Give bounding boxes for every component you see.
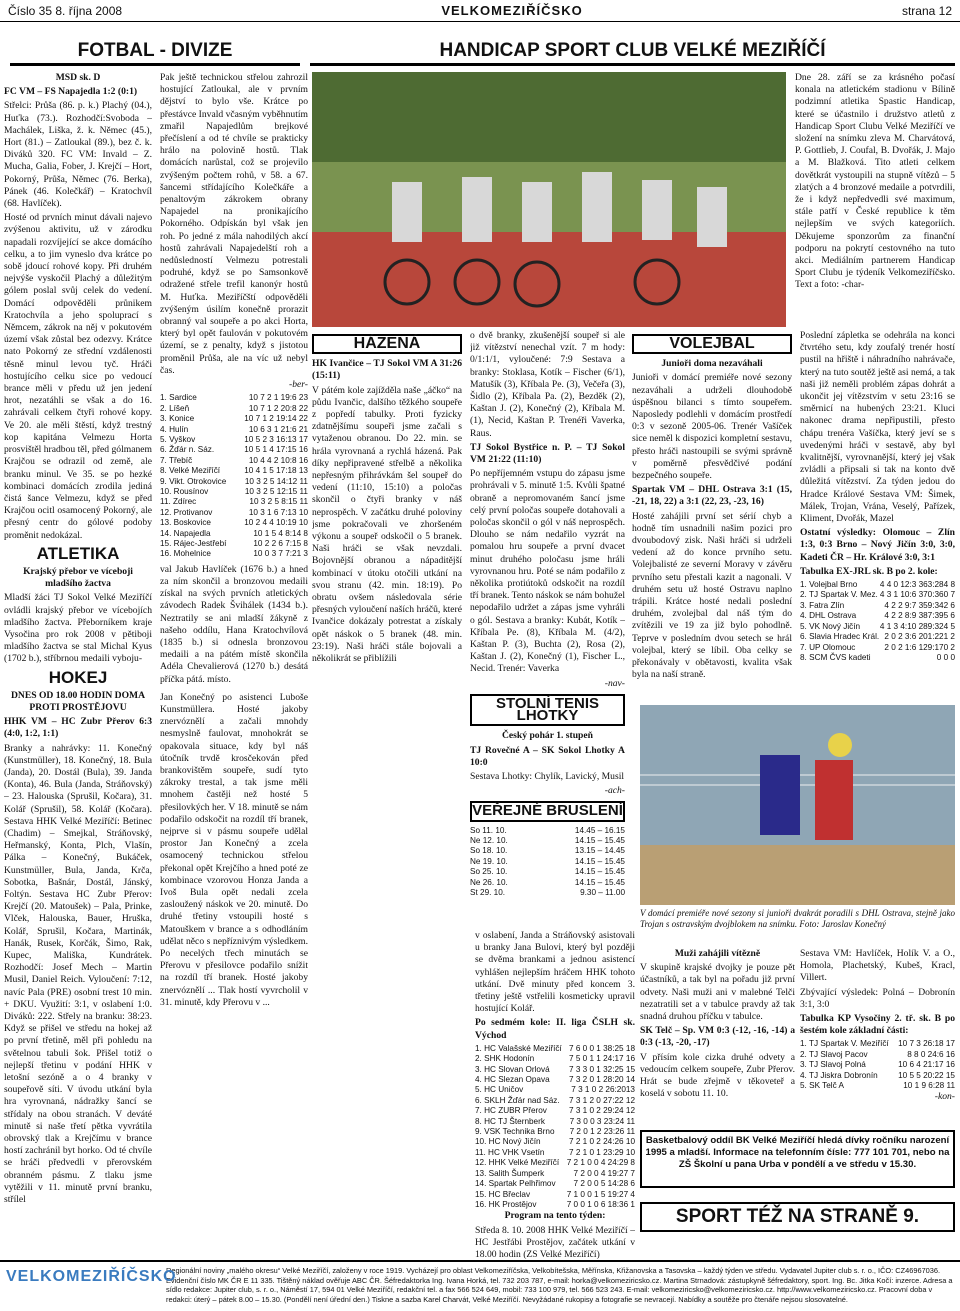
hazena-head: HÁZENÁ [312, 334, 462, 354]
table-team: 12. Protivanov [160, 507, 213, 517]
table-stats: 10 3 1 6 7:13 10 [248, 507, 308, 517]
volejbal-caption: V domácí premiéře nové sezony si junioři dvakrát poradili s DHL Ostrava, stejně jako Trojan s ostravským dvojblokem na snímku. Foto: Jaroslav Konečný [640, 908, 955, 929]
fotbal-report-2: Pak ještě technickou střelou zahrozil hostující Zatloukal, ale v prvním dějství to bylo vše. Krátce po přestávce Invald včasným vyběhnutím zmařil Napajedlům brejkové přečíslení a od té chvíle se prakticky hrálo na polovině hostů. Tlak domácích narůstal, což se projevilo zvýšeným počtem rohů, v 58. a 67. šancemi střídajícího Kolečkáře a penaltovým zákrokem obrany Napajedel na pronikajícího Pokorného. Odpískán byl však jen roh. Po jedné z mála nahodilých akcí hostů zahrávali Napajedelští roh a nedůsledností Velmezu potrestali podruhé, když se po Samsonkově odražené střele trefil kanonýr hostů M. Huťka. Meziříčští odpověděli zvýšeným úsilím konečně prorazit obranný val soupeře a po akci Horta, který byl opět faulován v pokutovém území, se z penalty, když s jistotou proměnil Průša, ale na víc už nebyl čas. [160, 72, 308, 376]
volejbal-head: VOLEJBAL [632, 334, 792, 354]
table-stats: 4 2 2 9:7 359:342 6 [884, 600, 955, 610]
table-team: 6. Žďár n. Sáz. [160, 445, 215, 455]
column-2 [160, 72, 308, 1257]
table-stats: 10 5 1 4 17:15 16 [244, 445, 308, 455]
table-stats: 7 2 1 0 1 23:29 10 [568, 1147, 635, 1157]
table-team: 12. HHK Velké Meziříčí [475, 1158, 560, 1168]
table-team: 5. VK Nový Jičín [800, 621, 861, 631]
hokej-text: Branky a nahrávky: 11. Konečný (Kunstmüller), 18. Konečný, 18. Bula (Janda), 20. Dostál (Bula), 39. Janda (Konta), 46. Bula (Janda, Stráňovský) – 23. Halouska (Sprušil, Kočara), 31. Kolář (Sprušil), 58. Kolář (Kočara). Sestava HHK Velké Meziříčí: Betinec (Chadim) – Smejkal, Stráňovský, Heřmanský, Konta, Plch, Vlašín, Pálka – Konečný, Bukáček, Kunstmüller, Bula, Janda, Krča, Sobotka, Bašnár, Dostál, Jánský, Foltýn. Sestava HC Zubr Přerov: Krejčí (20. Matoušek) – Pala, Prinke, Vlček, Halouska, Bauer, Hruška, Kolář, Sprušil, Kočara, Martinák, Hanák, Rusek, Korčák, Šimo, Rak, Kupec, Mališka, Kundrátek. Rozhodčí: Josef Mech – Martin Musil, Daniel Reich. Vyloučení: 7:12, navíc Pala (PRE) osobní trest 10 min. + DKU. Využití: 3:1, v oslabení 1:0. Diváků: 222. Střely na branku: 38:23. Když se přišel ve středu na hokej až po první třetině, měl při pohledu na světelnou tabuli šok. Přišel totiž o nejlepší třetinu v podání HHK v letošní sezóně a o 4 branky v soupeřově síti. V úvodu utkání byla hra vyrovnaná, nádražky šancí se střídaly na obou stranách. V deváté minutě si naše třetí pětka vyvrátila obrovský tlak a Krejčímu v brance hostí zachránil byt horko. Od té chvíle se hráči předvedli v přerovském obranném pásmu. Z tlaku jsme vytěžili v 11. minutě první branku, střílel [4, 742, 152, 1206]
table-row [160, 445, 308, 455]
table-row [475, 1158, 635, 1168]
table-row [160, 456, 308, 466]
muzi-right-text: Sestava VM: Havlíček, Holík V. a O., Homola, Plachetský, Kubeš, Kracl, Villert. [800, 948, 955, 984]
schedule-date: Ne 12. 10. [470, 835, 508, 845]
fotbal-lineup: Střelci: Průša (86. p. k.) Plachý (04.), Huťka (73.). Rozhodčí:Svoboda – Machálek, Liška, ž. k. Němec (45.), Hort (81.) – Zatloukal (89.), bez č. k. Diváků 320. FC VM: Invald – Z. Mucha, Galia, Fober, J. Krejčí – Hort, Pokorný, Průša, Němec (76. Berka), Pánek (46. Kolečkář) – Kratochvíl (68. Havlíček). [4, 100, 152, 210]
table-stats: 7 2 0 0 4 19:27 7 [573, 1168, 635, 1178]
table-row [800, 632, 955, 642]
table-stats: 2 0 2 3:6 201:221 2 [884, 632, 955, 642]
hazena-text: V pátém kole zajížděla naše „áčko“ na půdu Ivančic, dalšího těžkého soupeře z popředí tabulky. Proti fyzicky zdatnějšímu soupeři jsme začali s vytaženou obranou. Do 22. min. se hrála vyrovnaná a rychlá házená. Pak díky nepřipravené střelbě a několika nepřesným přihrávkám šel soupeř do vedení (11:10, 15:10) a poločas skončil o čtyři branky v náš neprospěch. V začátku druhé poloviny jsme pokračovali ve zhoršeném výkonu a soupeř odskočil o 5 branek. Naši hráči se však nevzdali. Bojovnější obranou a nápaditější kombinací v útoku otočili utkání na svou stranu (42. min. 18:19). Po obratu ovšem následovala série přesných vyloučení naších hráčů, které Ivančice dokázaly potrestat a získaly opět náskok o 5 branek (48. min. 23:19). Naši hráči stále bojovali a několikrát se přiblížili [312, 384, 462, 665]
fotbal-author: -ber- [289, 379, 308, 391]
table-stats: 7 3 1 0 2 26:2013 [571, 1085, 635, 1095]
table-stats: 10 7 2 1 19:6 23 [248, 393, 308, 403]
table-stats: 10 3 2 5 12:15 11 [244, 486, 308, 496]
table-row [475, 1127, 635, 1137]
table-team: 5. SK Telč A [800, 1081, 844, 1091]
table-stats: 4 3 1 10:6 370:360 7 [879, 590, 955, 600]
table-row [475, 1096, 635, 1106]
schedule-time: 14.15 – 15.45 [574, 877, 625, 887]
table-row [160, 435, 308, 445]
schedule-row [470, 826, 625, 836]
table-team: 15. HC Břeclav [475, 1189, 531, 1199]
schedule-date: So 25. 10. [470, 867, 508, 877]
table-stats: 7 3 0 0 3 23:24 11 [569, 1116, 635, 1126]
table-stats: 7 1 0 0 1 5 19:27 4 [566, 1189, 635, 1199]
table-team: 8. Velké Meziříčí [160, 466, 221, 476]
atletika-subtitle: Krajský přebor ve víceboji mladšího žactva [23, 565, 133, 590]
volejbal-table-title: Tabulka EX-JRL sk. B po 2. kole: [800, 565, 938, 577]
muzi-right-text-2: Zbývající výsledek: Polná – Dobronín 3:1, 3:0 [800, 986, 955, 1010]
schedule-time: 14.15 – 15.45 [574, 867, 625, 877]
program-title: Program na tento týden: [504, 1210, 606, 1222]
schedule-time: 9.30 – 11.00 [580, 887, 625, 897]
schedule-time: 14.45 – 16.15 [574, 825, 625, 835]
table-stats: 10 3 2 5 8:15 11 [249, 497, 308, 507]
column-hazena [312, 330, 462, 1260]
table-row [475, 1075, 635, 1085]
table-row [475, 1148, 635, 1158]
handicap-photo [312, 72, 786, 327]
table-stats: 8 8 0 24:6 16 [907, 1049, 955, 1059]
table-team: 14. Napajedla [160, 528, 211, 538]
program-text: Středa 8. 10. 2008 HHK Velké Meziříčí – HC Jestřábi Prostějov, začátek utkání v 18.00 hodin (ZS Velké Meziříčí) [475, 1224, 635, 1260]
liga-table [475, 1044, 635, 1211]
table-stats: 10 6 4 21:17 16 [898, 1060, 955, 1070]
volejbal-muzi [640, 948, 795, 1128]
table-stats: 4 4 0 12:3 363:284 8 [879, 580, 955, 590]
table-stats: 10 4 4 2 10:8 16 [248, 455, 308, 465]
table-team: 11. HC VHK Vsetín [475, 1147, 545, 1157]
schedule-row [470, 878, 625, 888]
hokej-match: HHK VM – HC Zubr Přerov 6:3 (4:0, 1:2, 1:1) [4, 716, 152, 740]
hazena-text-3: Po nepříjemném vstupu do zápasu jsme prohrávali v 5. minutě 1:5. Kvůli špatné obraně a nepromovaném šancí jsme celý první poločas soupeře dotahovali a poločas skončil o gól v náš neprospěch. Dlouho se nám nedařilo vyzrát na pomalou hru soupeře a první dvacet minut druhého poločasu jsme hráli vyrovnanou hru. Poté se nám podařilo z několika protiútoků odskočit na rozdíl tří branek. Tento náskok se nám bohužel nepodařilo udržet a zápas jsme vyhráli o gól. Sestava a branky: Kubát, Kotík – Kříbala Pe. (8), Kříbala M. (4/2), Kaštan P. (3), Buchta (2), Rosa (2), Kaštan J. (2), Konečný (1), Fischer L., Necid. Trenér: Vaverka [470, 468, 625, 675]
schedule-date: So 18. 10. [470, 846, 508, 856]
table-stats: 7 3 1 0 2 29:24 12 [568, 1106, 635, 1116]
table-stats: 10 7 3 26:18 17 [898, 1039, 955, 1049]
table-team: 5. HC Uničov [475, 1085, 524, 1095]
table-row [800, 1050, 955, 1060]
table-row [800, 1071, 955, 1081]
table-team: 4. DHL Ostrava [800, 611, 857, 621]
table-row [475, 1137, 635, 1147]
table-row [160, 414, 308, 424]
table-row [800, 622, 955, 632]
table-team: 15. Rájec-Jestřebí [160, 538, 227, 548]
bruslení-schedule [470, 826, 625, 899]
table-team: 10. Rousínov [160, 486, 209, 496]
atletika-text-2: val Jakub Havlíček (1676 b.) a hned za ním skončil a bronzovou medaili získal na svých prvních atletických závodech Radek Švihálek (1434 b.). Neztratily se ani mladší žákyně z našeho oddílu, Hana Kratochvílová (1835 b.) si odnesla bronzovou medaili a na pátém místě skončila Adéla Chevalierová (1270 b.) desátá příčka pátá. místo. [160, 563, 308, 685]
table-stats: 7 3 1 2 0 27:22 12 [568, 1095, 635, 1105]
column-1 [4, 72, 152, 1257]
hazena-text-2: o dvě branky, zkušenější soupeř si ale již vítězství nenechal vzít. 7 m hody: 0/1:1/1, vyloučené: 7:9 Sestava a branky: Stoklasa, Kotík – Fischer (6/1), Matušík (3), Kříbala Pe. (3), Večeřa (3), Šidlo (2), Kříbala Pa. (2), Bezděk (2), Kaštan J. (2), Konečný (2), Kříbala M. (1), Necid, Kaštan P. Trenéři Vaverka, Raus. [470, 330, 625, 439]
table-team: 4. HC Slezan Opava [475, 1075, 550, 1085]
table-row [475, 1054, 635, 1064]
table-team: 3. Fatra Zlín [800, 600, 845, 610]
table-team: 13. Boskovice [160, 518, 211, 528]
table-row [160, 487, 308, 497]
table-team: 16. Mohelnice [160, 549, 211, 559]
bruslení-head: VEŘEJNÉ BRUSLENÍ [470, 801, 625, 821]
table-team: 8. HC TJ Šternberk [475, 1116, 545, 1126]
volejbal-right-text: Poslední zápletka se odehrála na konci čtvrtého setu, kdy zoufalý trenér hostí pustil na hřiště i náhradního nahrávače, který na tuto soutěž ještě asi nemá, a tak naši již neměli problém zápas dohrát a ukončit jej vítězstvím v setu 23:16 se směrnicí na hubených 23:21. Kluci nakonec drama nepřipustili, přesto chápu trenéra Vašíčka, který jeví se s uvedenými hráči v sestavě, aby byl kvalitnější, vyrovnanější, který jej však zvládli a připsali si tak na konto dvě důležitá vítězství. Za týden jedou do Hradce Králové Sestava VM: Šimek, Málek, Trojan, Vrána, Veselý, Pařízek, Kliment, Dvořák, Mazel [800, 330, 955, 525]
handicap-photo-illustration [312, 72, 786, 327]
table-row [160, 549, 308, 559]
masthead: VELKOMEZIŘÍČSKO [441, 3, 583, 18]
volejbal-photo [640, 705, 955, 905]
table-row [800, 1081, 955, 1091]
table-team: 1. HC Valašské Meziříčí [475, 1043, 562, 1053]
table-team: 6. Slavia Hradec Král. [800, 632, 880, 642]
table-team: 1. TJ Spartak V. Meziříčí [800, 1039, 889, 1049]
volejbal-subtitle: Junioři doma nezaváhali [661, 358, 763, 370]
table-team: 2. Líšeň [160, 403, 190, 413]
table-stats: 10 6 3 1 21:6 21 [248, 424, 308, 434]
fotbal-report: Hosté od prvních minut dávali najevo zvýšenou aktivitu, už v zárodku napadali rozvíjející se akce domácího celku, a to jim vyneslo dva krátce po sobě jdoucí rohové kopy. Při druhém nejvýše vyskočil Plachý a důležitým gólem poslal svůj celek do vedení. Domácí odpověděli průnikem Kratochvíla a jeho spoluprací s Němcem, zákrok na něj v pokutovém území však zůstal bez odezvy. Krátce nato Pokorný ze střední vzdálenosti těsně minul levou tyč. Hráči hostujícího celku sice po vedoucí brance měli v předu už jen jedení hrot, nezatáhli se však a do 16. zahrávali celkem čtyři rohové kopy. Ve 20. ale měli štěstí, když trestný kop kapitána Velmezu Horta prosvištěl hradbou těl, před gólmanem Krajčou se odrazil od země, ale branku minul. Ve 35. se po hezké kombinaci domácích zrodila jediná čistá šance Velmezu, když se před Krajčou ocitl osamocený Pokorný, ale přesný centr do gólové podoby proměnit nedokázal. [4, 212, 152, 541]
table-row [160, 529, 308, 539]
table-team: 11. Zdírec [160, 497, 197, 507]
table-stats: 7 2 1 0 2 24:26 10 [568, 1137, 635, 1147]
table-team: 7. Třebíč [160, 455, 193, 465]
section-head-handicap: HANDICAP SPORT CLUB VELKÉ MEZIŘÍČÍ [310, 40, 955, 66]
table-row [800, 580, 955, 590]
table-row [800, 1039, 955, 1049]
section-head-fotbal: FOTBAL - DIVIZE [10, 40, 300, 66]
fotbal-table [160, 393, 308, 560]
table-stats: 7 2 1 0 0 4 24:29 8 [566, 1158, 635, 1168]
table-stats: 10 7 1 2 19:14 22 [244, 414, 308, 424]
sport-page-reference: SPORT TÉŽ NA STRANĚ 9. [640, 1202, 955, 1232]
hazena-match: HK Ivančice – TJ Sokol VM A 31:26 (15:11) [312, 358, 462, 382]
table-stats: 4 2 2 8:9 387:395 6 [884, 611, 955, 621]
table-stats: 10 7 1 2 20:8 22 [248, 403, 308, 413]
fotbal-match: FC VM – FS Napajedla 1:2 (0:1) [4, 86, 138, 98]
table-row [475, 1065, 635, 1075]
muzi-table [800, 1039, 955, 1091]
table-row [475, 1085, 635, 1095]
table-team: 16. HK Prostějov [475, 1199, 537, 1209]
schedule-row [470, 857, 625, 867]
table-stats: 7 2 0 1 2 23:26 11 [569, 1127, 635, 1137]
table-row [475, 1200, 635, 1210]
table-team: 8. SCM ČVS kadeti [800, 652, 871, 662]
table-stats: 10 5 2 3 16:13 17 [244, 434, 308, 444]
table-team: 3. TJ Slavoj Polná [800, 1060, 866, 1070]
table-stats: 7 0 0 1 0 6 18:36 1 [566, 1199, 635, 1209]
table-row [160, 466, 308, 476]
hazena-match-2: TJ Sokol Bystřice n. P. – TJ Sokol VM 21:22 (11:10) [470, 441, 625, 466]
schedule-time: 14.15 – 15.45 [574, 835, 625, 845]
table-stats: 10 5 5 20:22 15 [898, 1070, 955, 1080]
tenis-lineup: Sestava Lhotky: Chylík, Lavický, Musil [470, 770, 625, 782]
table-row [475, 1044, 635, 1054]
issue-info: Číslo 35 8. října 2008 [8, 3, 123, 18]
table-team: 2. SHK Hodonín [475, 1054, 535, 1064]
hazena-author: -nav- [604, 677, 625, 689]
table-stats: 10 1 9 6:28 11 [903, 1081, 955, 1091]
table-team: 13. Salith Šumperk [475, 1168, 545, 1178]
volejbal-text-2: Hosté zahájili první set sérií chyb a hodně tím usnadnili našim pozici pro dvoubodový zisk. Naši hráči si udrželi vedení až do konce prvního setu. Volejbalisté ze severní Moravy v závěru prvního setu přestali kazit a nagonali. V druhém setu už hosté Ostravu naplno trápili. Krátce hosté nedali poslední druhém, zvolejbal dal náš tým do zvítězili ve 19 za již bylo pohodlně. Teprve v posledním dvou setech se hrál volejbal, který se líbil. Oba celky se překonávaly v obětavosti, kvalita však byla na naší straně. [632, 510, 792, 681]
table-team: 4. Hulín [160, 424, 189, 434]
table-row [160, 497, 308, 507]
table-stats: 7 5 0 1 1 24:17 16 [568, 1054, 635, 1064]
volejbal-photo-illustration [640, 705, 955, 905]
liga-title: Po sedmém kole: II. liga ČSLH sk. Východ [475, 1017, 635, 1041]
table-row [475, 1117, 635, 1127]
basket-notice: Basketbalový oddíl BK Velké Meziříčí hledá dívky ročníku narození 1995 a mladší. Informace na telefonním čísle: 777 101 701, nebo na ZŠ Školní u pana Urba v pondělí a ve středu v 15.30. [640, 1130, 955, 1188]
table-row [800, 1060, 955, 1070]
table-team: 2. TJ Slavoj Pacov [800, 1049, 868, 1059]
table-stats: 10 2 4 4 10:19 10 [244, 518, 308, 528]
table-row [475, 1190, 635, 1200]
table-row [475, 1106, 635, 1116]
page-header [0, 0, 960, 22]
schedule-date: Ne 19. 10. [470, 856, 508, 866]
table-row [800, 611, 955, 621]
hokej-text-3: v oslabení, Janda a Stráňovský asistovali u branky Jana Bulovi, který byl později se dvěma brankami a jednou asistencí vyhlášen nejlepším hráčem HHK tohoto utkání. Dvě minuty před koncem 3. třetiny ještě vstřelili kosmeticky upravil hostující Kolář. [475, 930, 635, 1015]
handicap-text [795, 72, 955, 327]
schedule-row [470, 846, 625, 856]
hokej-announcement: DNES OD 18.00 HODIN DOMA PROTI PROSTĚJOVU [10, 689, 146, 713]
table-row [475, 1169, 635, 1179]
tenis-subtitle: Český pohár 1. stupeň [502, 730, 593, 742]
table-team: 4. TJ Jiskra Dobronín [800, 1070, 878, 1080]
table-team: 1. Sardice [160, 393, 197, 403]
table-team: 3. Konice [160, 414, 195, 424]
atletika-head: ATLETIKA [36, 543, 120, 563]
table-row [800, 590, 955, 600]
table-row [800, 653, 955, 663]
table-team: 7. UP Olomouc [800, 642, 856, 652]
table-stats: 10 4 1 5 17:18 13 [244, 466, 308, 476]
masthead-logo: VELKOMEZIŘÍČSKO [6, 1268, 177, 1285]
volejbal-match: Spartak VM – DHL Ostrava 3:1 (15, -21, 18, 22) a 3:1 (22, 23, -23, 16) [632, 484, 792, 508]
table-row [160, 393, 308, 403]
table-team: 3. HC Slovan Orlová [475, 1064, 550, 1074]
table-row [160, 539, 308, 549]
handicap-paragraph: Dne 28. září se za krásného počasí konala na atletickém stadionu v Bílině podzimní atletika Spastic Handicap, které se účastnilo i družstvo atletů z Handicap Sport Clubu Velké Meziříčí ve složení na snímku zleva M. Charvátová, P. Gottlieb, J. Coufal, B. Dvořák, J. Majo a M. Blažková. Tito atleti celkem dovětkrát vystoupili na stupně vítězů – 5 zlatých a 4 bronzové medaile a potvrdili, že i když nepředvedli své maximum, stále patří v České republice k těm nejlepším ve svých kategoriích. Děkujeme sponzorům za finanční podporu na pokrytí cestovného na tuto akci. Mediálním partnerem Handicap Sport Clubu je týdeník Velkomeziříčsko. Text a foto: -char- [795, 72, 955, 291]
tenis-head: STOLNÍ TENIS LHOTKY [470, 694, 625, 726]
muzi-author: -kon- [934, 1091, 955, 1103]
schedule-date: Ne 26. 10. [470, 877, 508, 887]
muzi-text: V skupině krajské dvojky je pouze pět účastníků, a tak byl na pořadu již první odvety. Naši muži ani v malebné Telči nezatratili set a v tabulce pravdy až tak snadná druhou příčku v tabulce. [640, 962, 795, 1023]
muzi-head: Muži zahájili vítězně [674, 948, 761, 959]
footer-text: Regionální noviny „malého okresu“ Velké Meziříčí, založeny v roce 1919. Vycházejí pro oblast Velkomeziříčska, Velkobítešska, Měřínska, Křižanovska a Tasovska – každý týden ve středu. Vydavatel Jupiter club s. r. o., IČO: CZ46967036. Evidenční číslo MK ČR E 11 335. Tištěný náklad ověřuje ABC ČR. Šéfredaktorka Ing. Ivana Horká, tel. 732 203 787, e-mail: horka@velkomeziricsko.cz. Martina Strnadová: zástupkyně šéfredaktory, sport. Ing. Bc. Jitka Kočí: inzerce. Adresa a sídlo redakce: Jupiter club, s. r. o., Náměstí 17, 594 01 Velké Meziříčí, redakční tel. a fax 566 524 649, mobil: 733 100 979, tel. 566 523 243. E-mail: velkomeziricsko@velkomeziricsko.cz. http://www.velkomeziricsko.cz. Pracovní doba v redakci: úterý – pátek 8.00 – 15.30. (Pondělí není úřední den.) Tiskne a sazba Karel Charvát, Velké Meziříčí. Nevyžádané rukopisy a fotografie se nevracejí. Nabídky a soutěže pro čtenáře nejsou slosovatelné. [166, 1266, 953, 1304]
table-row [160, 477, 308, 487]
table-row [475, 1179, 635, 1189]
schedule-row [470, 867, 625, 877]
table-row [160, 404, 308, 414]
atletika-text: Mladší žáci TJ Sokol Velké Meziříčí ovládli krajský přebor ve vícebojích mladšího žactva. Přeborníkem kraje Vysočina pro rok 2008 v pětiboji mladšího žactva se stal Michal Kyus (1702 b.), stříbrnou medaili vyboju- [4, 592, 152, 665]
table-team: 7. HC ZUBR Přerov [475, 1106, 547, 1116]
volejbal-results: Ostatní výsledky: Olomouc – Zlín 1:3, 0:3 Brno – Nový Jičín 3:0, 3:0, Kadeti ČR – Hr. Králové 3:0, 3:1 [800, 527, 955, 563]
table-stats: 4 1 3 4:10 289:324 5 [879, 621, 955, 631]
table-stats: 10 2 2 6 7:15 8 [253, 538, 308, 548]
fotbal-title: MSD sk. D [55, 72, 101, 83]
volejbal-muzi-right [800, 948, 955, 1128]
page-number: strana 12 [901, 3, 952, 18]
tenis-author: -ach- [604, 785, 625, 797]
schedule-date: So 11. 10. [470, 825, 507, 835]
table-team: 9. VSK Technika Brno [475, 1127, 555, 1137]
muzi-text-2: V přísím kole cizka druhé odvety a vedoucím celkem soupeře, Zubr Přerov. Hrát se bude zřejmě v těkoveteř a koselá v sobotu 11. 10. [640, 1051, 795, 1100]
table-row [160, 518, 308, 528]
table-team: 2. TJ Spartak V. Mez. [800, 590, 878, 600]
table-stats: 2 0 2 1:6 129:170 2 [884, 642, 955, 652]
table-row [160, 508, 308, 518]
hokej-head: HOKEJ [48, 667, 108, 687]
table-row [160, 425, 308, 435]
table-stats: 7 2 0 0 5 14:28 6 [573, 1179, 635, 1189]
muzi-match: SK Telč – Sp. VM 0:3 (-12, -16, -14) a 0:3 (-13, -20, -17) [640, 1025, 795, 1049]
table-stats: 10 0 3 7 7:21 3 [253, 549, 308, 559]
hokej-text-2: Jan Konečný po asistenci Luboše Kunstmüllera. Hosté jakoby znervóznělí a začali mnohdy nesmyslně faulovat, mnohokrát se opakovala situace, kdy byl náš útočník trvdě krosčekován před brankovištěm soupeře, sudí tyto zákroky trestal, a tak jsme měli mnohem častěji než hosté 5 přesilovkých her. V 18. minutě se nám podařilo odskočit na rozdíl tří branek, nejprve si v pásmu soupeře udělal prostor Jan Konečný a zcela osamocený technickou střelou překonal opět Krejčího a hned poté ze kombinace vzorovou Honza Janda a Ivoš Bula opět nedali zcela zasloužený náskok ve 20. minutě. Do druhé třetiny vstoupili hosté s Matouškem v brance a s odhodláním udělat něco s nepříznivým výsledkem. Po necelých třech minutách se Přerovu v přesilovce podařilo snížit na rozdíl tří branek. Hosté jakoby znervóznělí ... Tlak hostí vyvrcholil v 31. minutě, kdy Přerovu v ... [160, 691, 308, 1008]
table-stats: 7 6 0 0 1 38:25 18 [568, 1043, 635, 1053]
schedule-time: 13.15 – 14.45 [574, 846, 625, 856]
table-team: 5. Vyškov [160, 434, 196, 444]
schedule-row [470, 888, 625, 898]
muzi-table-title: Tabulka KP Vysočiny 2. tř. sk. B po šestém kole základní části: [800, 1013, 955, 1037]
volejbal-text: Junioři v domácí premiéře nové sezony nezaváhali a udrželi dlouhodobě úspěšnou bilanci s tímto soupeřem. Naposledy podlehli v domácím prostředí 0:3 v sezoně 2005-06. Trenér Vašíček sice neměl k dispozici kompletní sestavu, přesto hráči nastoupili se svými správně v poměrně přesvědčivé podání bezpečného soupeře. [632, 372, 792, 482]
schedule-time: 14.15 – 15.45 [574, 856, 625, 866]
table-team: 1. Volejbal Brno [800, 580, 858, 590]
table-team: 14. Spartak Pelhřimov [475, 1179, 556, 1189]
table-stats: 10 1 5 4 8:14 8 [253, 528, 308, 538]
schedule-date: St 29. 10. [470, 887, 506, 897]
table-stats: 7 3 2 0 1 28:20 14 [568, 1075, 635, 1085]
column-volejbal-right [800, 330, 955, 700]
hokej-results-column [475, 930, 635, 1260]
schedule-row [470, 836, 625, 846]
tenis-match: TJ Rovečné A – SK Sokol Lhotky A 10:0 [470, 744, 625, 768]
table-team: 6. SKLH Žďár nad Sáz. [475, 1095, 560, 1105]
table-team: 10. HC Nový Jičín [475, 1137, 541, 1147]
table-team: 9. Vikt. Otrokovice [160, 476, 227, 486]
volejbal-table [800, 580, 955, 663]
table-row [800, 601, 955, 611]
table-row [800, 643, 955, 653]
table-stats: 10 3 2 5 14:12 11 [244, 476, 308, 486]
table-stats: 7 3 3 0 1 32:25 15 [568, 1064, 635, 1074]
table-stats: 0 0 0 [936, 652, 955, 662]
